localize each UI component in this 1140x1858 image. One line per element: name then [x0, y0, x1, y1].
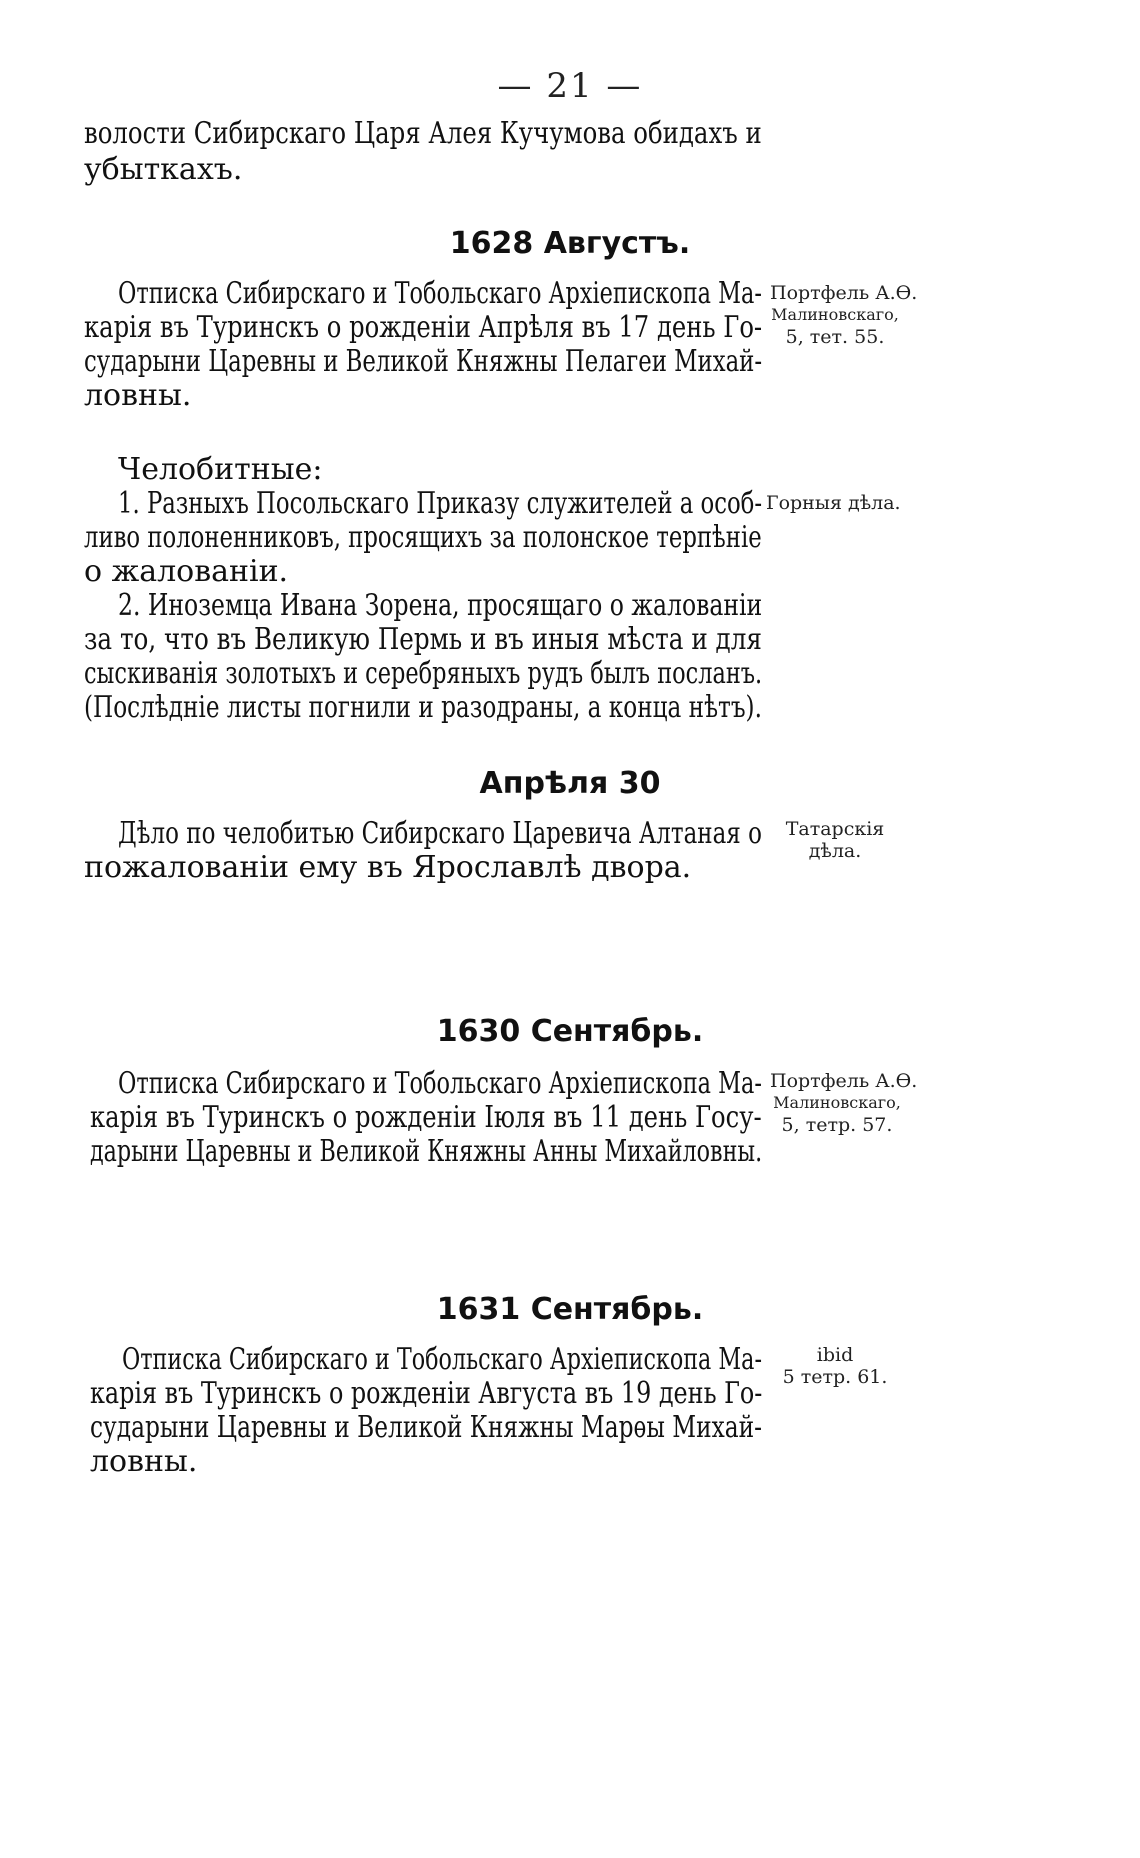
- text-line: ловны.: [84, 378, 192, 413]
- text-line: ловны.: [90, 1444, 198, 1479]
- text-line: Отписка Сибирскаго и Тобольскаго Архіепископа Ма-: [122, 1342, 762, 1377]
- section-heading-1628: 1628 Августъ.: [449, 226, 691, 261]
- text-line: дарыни Царевны и Великой Княжны Анны Михайловны.: [90, 1134, 763, 1169]
- text-line: 2. Иноземца Ивана Зорена, просящаго о жалованіи: [118, 588, 763, 623]
- margin-note-line: 5, тетр. 57.: [781, 1114, 893, 1136]
- section-heading-1630: 1630 Сентябрь.: [436, 1014, 704, 1049]
- text-line: убыткахъ.: [84, 152, 243, 187]
- margin-note-line: дѣла.: [808, 840, 862, 862]
- petitions-title: Челобитные:: [118, 452, 323, 487]
- margin-note-line: Портфель А.Ѳ.: [770, 282, 918, 304]
- margin-note: [766, 492, 901, 514]
- margin-note: [770, 1344, 900, 1388]
- text-line: сударыни Царевны и Великой Княжны Марѳы Михай-: [90, 1410, 763, 1445]
- margin-note-line: Татарскія: [785, 818, 885, 840]
- text-line: 1. Разныхъ Посольскаго Приказу служителей а особ-: [118, 486, 763, 521]
- margin-note-line: 5, тет. 55.: [785, 326, 885, 348]
- margin-note-line: 5 тетр. 61.: [782, 1366, 888, 1388]
- text-line: пожалованіи ему въ Ярославлѣ двора.: [84, 850, 692, 885]
- section-heading-april-30: Апрѣля 30: [479, 766, 661, 801]
- margin-note: [770, 818, 900, 862]
- margin-note-line: Горныя дѣла.: [766, 492, 901, 514]
- margin-note: [770, 282, 918, 348]
- margin-note: [770, 1070, 918, 1136]
- margin-note-line: Малиновскаго,: [773, 1093, 901, 1112]
- text-line: карія въ Туринскъ о рожденіи Апрѣля въ 17 день Го-: [84, 310, 763, 345]
- text-line: о жалованіи.: [84, 554, 289, 589]
- margin-note-line: Малиновскаго,: [771, 305, 899, 324]
- text-line: волости Сибирскаго Царя Алея Кучумова обидахъ и: [84, 116, 762, 151]
- text-line: карія въ Туринскъ о рожденіи Августа въ 19 день Го-: [90, 1376, 763, 1411]
- text-line: (Послѣдніе листы погнили и разодраны, а конца нѣтъ).: [84, 690, 762, 725]
- text-line: сударыни Царевны и Великой Княжны Пелагеи Михай-: [84, 344, 763, 379]
- text-line: карія въ Туринскъ о рожденіи Іюля въ 11 день Госу-: [90, 1100, 762, 1135]
- text-line: ливо полоненниковъ, просящихъ за полонское терпѣніе: [84, 520, 762, 555]
- text-line: сыскиванія золотыхъ и серебряныхъ рудъ былъ посланъ.: [84, 656, 763, 691]
- page-number: — 21 —: [497, 66, 643, 106]
- text-line: за то, что въ Великую Пермь и въ иныя мѣста и для: [84, 622, 762, 657]
- margin-note-line: Портфель А.Ѳ.: [770, 1070, 918, 1092]
- text-line: Дѣло по челобитью Сибирскаго Царевича Алтаная о: [118, 816, 762, 851]
- section-heading-1631: 1631 Сентябрь.: [436, 1292, 704, 1327]
- text-line: Отписка Сибирскаго и Тобольскаго Архіепископа Ма-: [118, 276, 762, 311]
- text-line: Отписка Сибирскаго и Тобольскаго Архіепископа Ма-: [118, 1066, 762, 1101]
- margin-note-line: ibid: [816, 1344, 854, 1366]
